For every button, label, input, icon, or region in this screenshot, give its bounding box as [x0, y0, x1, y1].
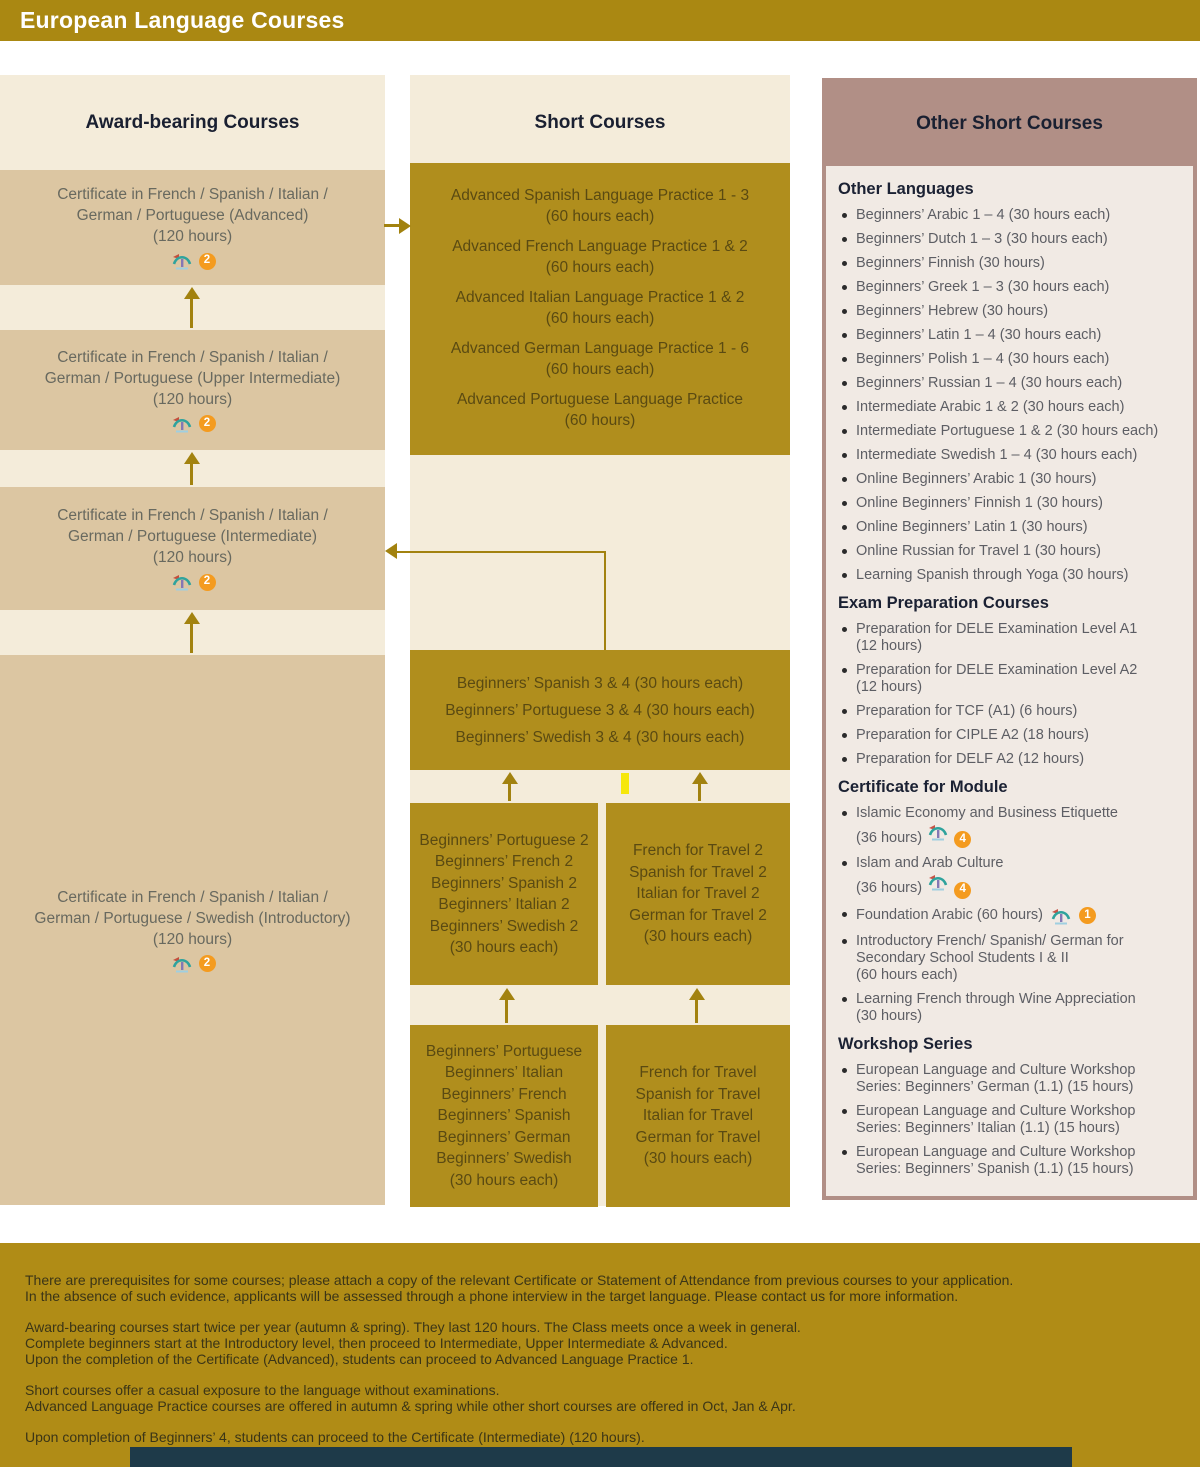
footer-paragraph-award-bearing: Award-bearing courses start twice per year (autumn & spring). They last 120 hours. The Class meets once a week in general. Complete beginners start at the Introductory level, then proceed to Intermediate, Upper Intermediate & Advanced. Upon the completion of the Certificate (Advanced), students can proceed to Advanced Language Practice 1. — [25, 1319, 801, 1367]
other-column-title: Other Short Courses — [916, 113, 1103, 134]
list-item: Introductory French/ Spanish/ German for Secondary School Students I & II (60 hours each) — [838, 933, 1181, 984]
advanced-practice-item: Advanced Spanish Language Practice 1 - 3 (60 hours each) — [450, 186, 750, 225]
advanced-practice-item: Advanced French Language Practice 1 & 2 (60 hours each) — [452, 237, 748, 276]
qf-logo-icon — [926, 872, 950, 892]
cert-advanced-line2: German / Portuguese (Advanced) — [76, 207, 309, 224]
list-item: Beginners’ Russian 1 – 4 (30 hours each) — [838, 375, 1181, 392]
other-panel-body — [826, 166, 1193, 1178]
qf-logo-icon — [170, 414, 194, 434]
qf-level-badge: 2 — [199, 574, 216, 591]
flow-arrow-left-head — [385, 543, 397, 559]
qf-level-badge: 2 — [199, 253, 216, 270]
qf-level-badge: 1 — [1079, 907, 1096, 924]
section-heading-exam-preparation: Exam Preparation Courses — [838, 594, 1049, 612]
qf-logo-icon — [926, 822, 950, 842]
cert-advanced-hours: (120 hours) — [152, 228, 233, 245]
qf-level-badge: 4 — [954, 831, 971, 848]
qf-level-badge: 4 — [954, 882, 971, 899]
page-title: European Language Courses — [20, 7, 345, 33]
qf-level-row — [170, 954, 216, 974]
list-item: Online Beginners’ Arabic 1 (30 hours) — [838, 471, 1181, 488]
workshop-series-list — [838, 1062, 1181, 1178]
short-column-title: Short Courses — [534, 111, 666, 133]
qf-logo-icon — [170, 251, 194, 271]
footer-paragraph-short-courses: Short courses offer a casual exposure to the language without examinations. Advanced Language Practice courses are offered in autumn & spring while other short courses are offered in Oct, Jan & Apr. — [25, 1382, 796, 1414]
section-heading-certificate-for-module: Certificate for Module — [838, 778, 1008, 796]
advanced-practice-item: Advanced German Language Practice 1 - 6 (60 hours each) — [450, 339, 750, 378]
short-column-header — [410, 75, 790, 170]
up-arrow-shaft — [190, 623, 193, 653]
qf-level-badge: 2 — [199, 415, 216, 432]
up-arrow-shaft — [698, 783, 701, 801]
cert-upper-intermediate-box — [0, 330, 385, 450]
list-item: European Language and Culture Workshop Series: Beginners’ Spanish (1.1) (15 hours) — [838, 1144, 1181, 1178]
beginners-level2-box: Beginners’ Portuguese 2 Beginners’ French 2 Beginners’ Spanish 2 Beginners’ Italian 2 Beginners’ Swedish 2 (30 hours each) — [410, 803, 598, 985]
cert-introductory-line2: German / Portuguese / Swedish (Introductory) — [34, 909, 351, 927]
list-item: Online Russian for Travel 1 (30 hours) — [838, 543, 1181, 560]
list-item: Islam and Arab Culture (36 hours) 4 — [838, 855, 1181, 898]
other-column-header — [826, 82, 1193, 166]
footer-paragraph-prerequisites: There are prerequisites for some courses; please attach a copy of the relevant Certificate or Statement of Attendance from previous courses to your application. In the absence of such evidence, applicants will be assessed through a phone interview in the target language. Please contact us for more information. — [25, 1272, 1014, 1304]
list-item: Islamic Economy and Business Etiquette (36 hours) 4 — [838, 805, 1181, 848]
list-item: Preparation for TCF (A1) (6 hours) — [838, 703, 1181, 720]
section-heading-other-languages: Other Languages — [838, 180, 974, 198]
cert-introductory-box — [0, 655, 385, 1205]
list-item: Beginners’ Latin 1 – 4 (30 hours each) — [838, 327, 1181, 344]
section-heading-workshop-series: Workshop Series — [838, 1034, 973, 1053]
list-item: Beginners’ Dutch 1 – 3 (30 hours each) — [838, 231, 1181, 248]
cert-intermediate-line2: German / Portuguese (Intermediate) — [68, 528, 317, 545]
qf-level-badge: 2 — [199, 955, 216, 972]
beginners-level1-box: Beginners’ Portuguese Beginners’ Italian Beginners’ French Beginners’ Spanish Beginners’ German Beginners’ Swedish (30 hours each) — [410, 1025, 598, 1207]
advanced-practice-item: Advanced Portuguese Language Practice (60 hours) — [456, 390, 744, 429]
advanced-practice-item: Advanced Italian Language Practice 1 & 2 (60 hours each) — [455, 288, 745, 327]
qf-level-row — [170, 414, 216, 434]
bottom-bar — [130, 1447, 1072, 1467]
exam-preparation-list — [838, 621, 1181, 768]
list-item: Foundation Arabic (60 hours) 1 — [838, 906, 1181, 926]
advanced-practice-box — [410, 163, 790, 455]
flow-arrow-shaft — [384, 224, 400, 227]
list-item: European Language and Culture Workshop Series: Beginners’ German (1.1) (15 hours) — [838, 1062, 1181, 1096]
cert-upper-intermediate-line1: Certificate in French / Spanish / Italian / — [57, 348, 328, 366]
cert-advanced-box — [0, 170, 385, 285]
list-item: Preparation for DELE Examination Level A2 (12 hours) — [838, 662, 1181, 696]
up-arrow-shaft — [695, 999, 698, 1023]
cert-upper-intermediate-hours: (120 hours) — [152, 390, 233, 408]
up-arrow-shaft — [190, 298, 193, 328]
yellow-highlight-mark — [621, 773, 629, 794]
travel-level2-box: French for Travel 2 Spanish for Travel 2 Italian for Travel 2 German for Travel 2 (30 hours each) — [606, 803, 790, 985]
other-languages-list — [838, 207, 1181, 584]
award-column-title: Award-bearing Courses — [85, 111, 300, 133]
certificate-for-module-list — [838, 805, 1181, 1025]
up-arrow-shaft — [505, 999, 508, 1023]
qf-level-row — [170, 572, 216, 592]
list-item: Beginners’ Greek 1 – 3 (30 hours each) — [838, 279, 1181, 296]
cert-intermediate-box — [0, 487, 385, 610]
list-item: Preparation for DELE Examination Level A1 (12 hours) — [838, 621, 1181, 655]
list-item: Learning French through Wine Appreciation (30 hours) — [838, 991, 1181, 1025]
footer-paragraph-beginners4: Upon completion of Beginners’ 4, students can proceed to the Certificate (Intermediate) (120 hours). — [25, 1429, 645, 1445]
footer-notes — [0, 1243, 1200, 1467]
list-item: Beginners’ Arabic 1 – 4 (30 hours each) — [838, 207, 1181, 224]
cert-introductory-line1: Certificate in French / Spanish / Italian / — [57, 888, 328, 906]
cert-intermediate-line1: Certificate in French / Spanish / Italian / — [57, 507, 328, 524]
qf-logo-icon — [1049, 906, 1073, 926]
list-item: Online Beginners’ Finnish 1 (30 hours) — [838, 495, 1181, 512]
list-item: Intermediate Swedish 1 – 4 (30 hours each) — [838, 447, 1181, 464]
travel-level1-box: French for Travel Spanish for Travel Italian for Travel German for Travel (30 hours each) — [606, 1025, 790, 1207]
list-item: Learning Spanish through Yoga (30 hours) — [838, 567, 1181, 584]
list-item: Beginners’ Polish 1 – 4 (30 hours each) — [838, 351, 1181, 368]
cert-advanced-line1: Certificate in French / Spanish / Italian / — [57, 186, 328, 203]
list-item: Intermediate Portuguese 1 & 2 (30 hours each) — [838, 423, 1181, 440]
flow-connector-horizontal — [395, 551, 606, 553]
beginners-3-4-box: Beginners’ Spanish 3 & 4 (30 hours each) Beginners’ Portuguese 3 & 4 (30 hours each) Beginners’ Swedish 3 & 4 (30 hours each) — [410, 650, 790, 770]
up-arrow-shaft — [190, 463, 193, 485]
list-item: Preparation for DELF A2 (12 hours) — [838, 751, 1181, 768]
cert-upper-intermediate-line2: German / Portuguese (Upper Intermediate) — [44, 369, 341, 387]
qf-logo-icon — [170, 954, 194, 974]
up-arrow-shaft — [508, 783, 511, 801]
other-short-courses-panel — [822, 78, 1197, 1200]
qf-level-row — [170, 251, 216, 271]
flow-arrow-right-head — [399, 218, 411, 234]
list-item: Beginners’ Hebrew (30 hours) — [838, 303, 1181, 320]
list-item: Beginners’ Finnish (30 hours) — [838, 255, 1181, 272]
title-bar — [0, 0, 1200, 41]
list-item: Online Beginners’ Latin 1 (30 hours) — [838, 519, 1181, 536]
cert-intermediate-hours: (120 hours) — [152, 549, 233, 566]
qf-logo-icon — [170, 572, 194, 592]
list-item: Preparation for CIPLE A2 (18 hours) — [838, 727, 1181, 744]
cert-introductory-hours: (120 hours) — [152, 930, 233, 948]
list-item: European Language and Culture Workshop Series: Beginners’ Italian (1.1) (15 hours) — [838, 1103, 1181, 1137]
award-column-header — [0, 75, 385, 170]
list-item: Intermediate Arabic 1 & 2 (30 hours each) — [838, 399, 1181, 416]
flow-connector-vertical — [604, 551, 606, 650]
